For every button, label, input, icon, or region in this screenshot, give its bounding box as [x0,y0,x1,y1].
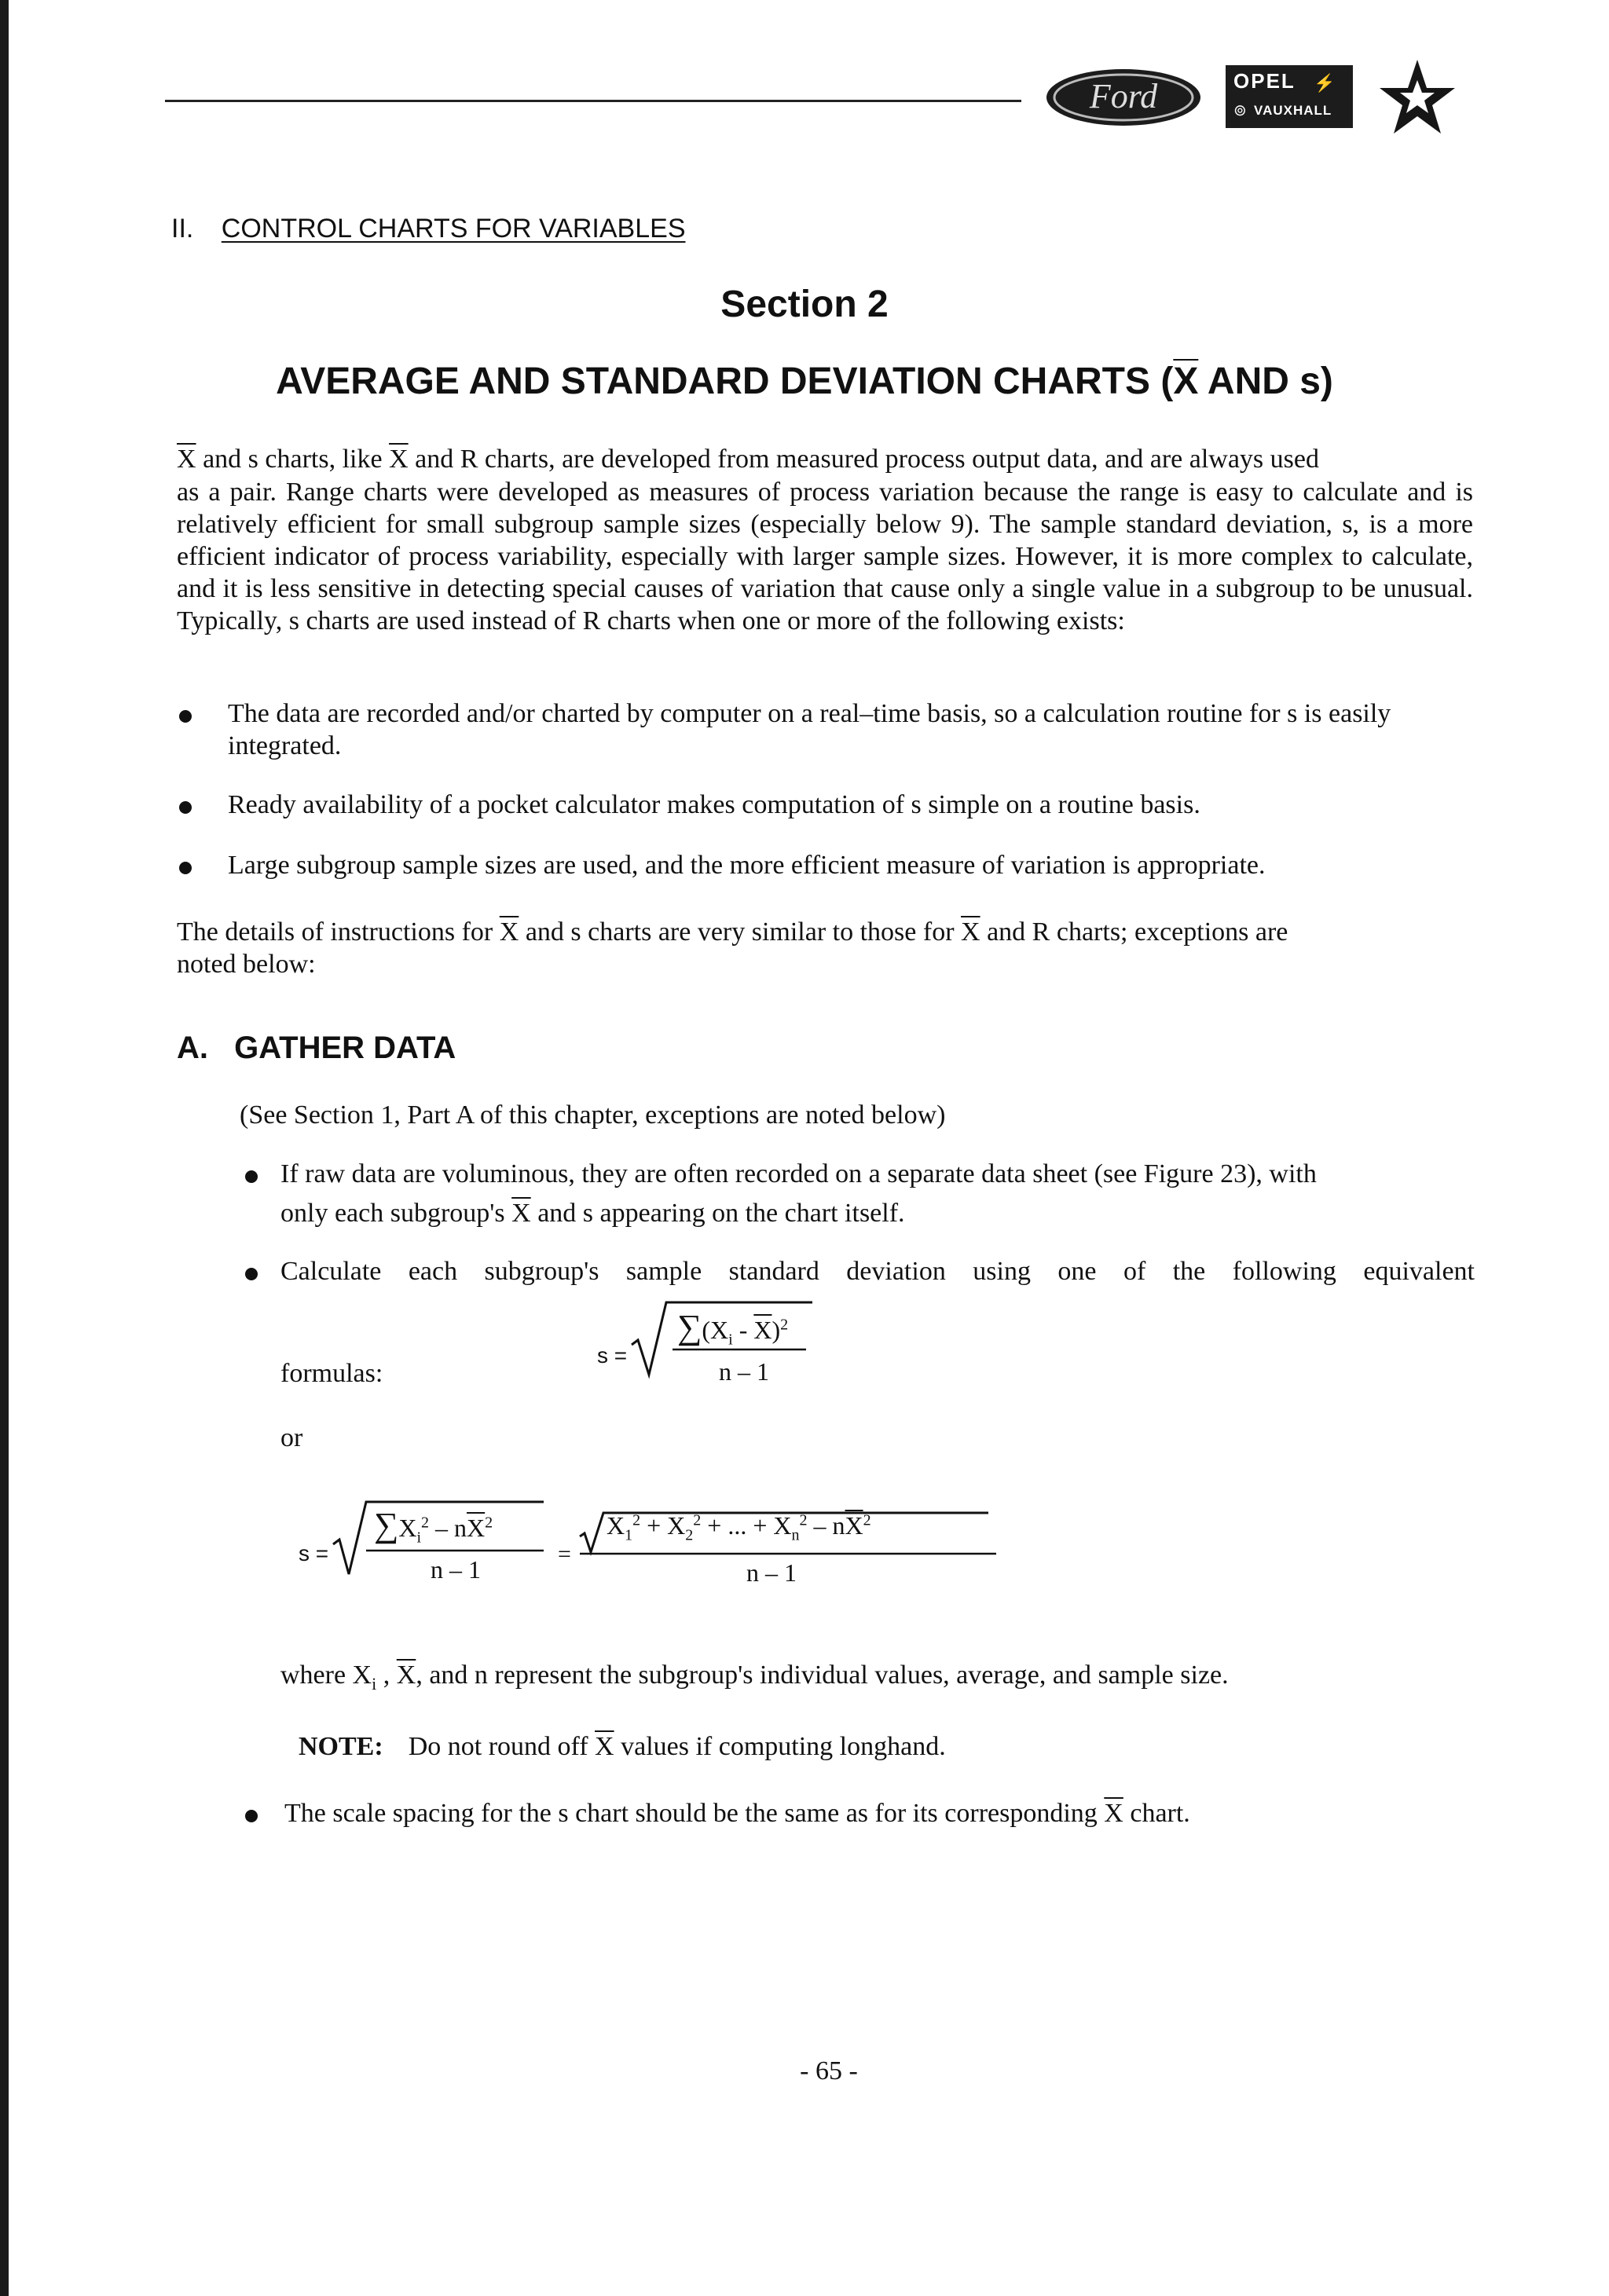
formula-1-paren: ) [772,1316,781,1344]
intro-xbar-2: $\overline{X}$ [389,445,409,474]
formula-2-minus-n: – n [429,1514,467,1542]
bullet-raw-line-2 [280,1197,905,1229]
formula-2-equals: = [558,1541,571,1567]
part-a-title: GATHER DATA [234,1031,456,1065]
formulas-label: formulas: [280,1359,383,1388]
formula-1-sub-i: i [728,1331,733,1349]
part-a-note: (See Section 1, Part A of this chapter, exceptions are noted below) [240,1100,946,1130]
vauxhall-logo-text: VAUXHALL [1254,103,1332,118]
formula-2-sup: 2 [421,1514,430,1532]
where-text-b: , [376,1661,397,1690]
formula-2-denominator-1: n – 1 [431,1555,481,1584]
part-a-letter: A. [177,1031,208,1065]
bullet-large-subgroup: Large subgroup sample sizes are used, and the more efficient measure of variation is appropriate. [228,851,1266,880]
vauxhall-griffin-icon: ⊚ [1233,102,1247,119]
note-line [299,1730,946,1763]
scan-edge-bar [0,0,9,2296]
bullet-icon [179,710,192,723]
bullet-calculator: Ready availability of a pocket calculator makes computation of s simple on a routine basis. [228,790,1200,819]
where-sub-i: i [372,1673,377,1694]
intro-xbar-1: $\overline{X}$ [177,445,196,474]
formula-1-num-a: (X [702,1316,729,1344]
intro-text-1: and s charts, like [196,445,390,474]
chapter-heading [171,214,686,244]
bullet-calc: Calculate each subgroup's sample standard deviation using one of the following equivalent [280,1257,1475,1286]
bullet-icon [245,1268,258,1280]
formula-2-ellipsis-xn: + ... + X [701,1511,792,1540]
intro-text-2: and R charts, are developed from measured process output data, and are always used [408,445,1319,474]
formula-1 [597,1296,833,1390]
section-title [0,360,1609,403]
bullet-icon [245,1170,258,1183]
bullet-raw-text-b: and s appearing on the chart itself. [530,1199,905,1228]
section-title-post: AND s) [1198,361,1333,402]
ford-logo-text: Ford [1089,77,1158,115]
bullet-scale [284,1797,1190,1829]
formula-2-sub-2: 2 [685,1526,694,1544]
formula-2-sup-n: 2 [799,1511,808,1529]
formula-2-sup-1: 2 [632,1511,641,1529]
where-text-c: , and n represent the subgroup's individual values, average, and sample size. [416,1661,1229,1690]
note-text-b: values if computing longhand. [614,1732,946,1761]
opel-logo-text: OPEL [1233,69,1296,93]
header-rule [165,100,1021,102]
bullet-computer: The data are recorded and/or charted by computer on a real–time basis, so a calculation routine for s is easily integrated. [228,699,1391,760]
intro-paragraph: as a pair. Range charts were developed as measures of process variation because the range is easy to calculate and is relatively efficient for small subgroup sample sizes (especially below 9). The sample standard deviation, s, is a more efficient indicator of process variability, especially with larger sample sizes. However, it is more complex to calculate, and it is less sensitive in detecting special causes of variation that cause only a single value in a subgroup to be unusual. Typically, s charts are used instead of R charts when one or more of the following exists: [177,478,1473,635]
formula-2-x: X [398,1514,417,1542]
formula-1-minus: - [732,1316,754,1344]
or-label: or [280,1423,303,1452]
formula-2-sub-1: 1 [625,1526,633,1544]
formula-2-sub-i: i [416,1529,422,1547]
formula-1-xbar: $\overline{X}$ [753,1316,772,1344]
formula-2-plus-x2: + X [640,1511,686,1540]
section-title-xbar: $\overline{X}$ [1173,361,1199,402]
formula-2-sup-2: 2 [485,1514,493,1532]
page-number: - 65 - [800,2056,858,2085]
details-line-2: noted below: [177,950,316,979]
details-xbar-2: $\overline{X}$ [961,917,980,947]
formula-1-lhs: s = [597,1343,628,1368]
details-xbar-1: $\overline{X}$ [499,917,519,947]
bullet-raw-line-1: If raw data are voluminous, they are often recorded on a separate data sheet (see Figure 23), with [280,1159,1317,1188]
formula-1-numerator [677,1307,788,1349]
bullet-icon [179,801,192,814]
formula-2-sup-3: 2 [863,1511,871,1529]
formula-1-denominator: n – 1 [719,1357,769,1386]
formula-2-lhs: s = [299,1541,329,1565]
sigma-icon: ∑ [374,1506,399,1544]
formula-2-sub-n: n [791,1526,800,1544]
chapter-title: CONTROL CHARTS FOR VARIABLES [221,214,686,244]
section-label: Section 2 [720,284,889,325]
bullet-raw-xbar: $\overline{X}$ [511,1199,531,1228]
intro-line-1 [177,443,1473,475]
formula-2-sup-2b: 2 [693,1511,702,1529]
part-a-heading [177,1031,456,1066]
chapter-number: II. [171,214,194,244]
details-text-a: The details of instructions for [177,917,500,947]
formula-2-xbar-2: $\overline{X}$ [845,1511,863,1540]
opel-vauxhall-logo [1226,65,1353,128]
bullet-icon [245,1810,258,1822]
details-text-c: and R charts; exceptions are [980,917,1288,947]
formula-2-numerator-1 [374,1505,493,1547]
section-title-pre: AVERAGE AND STANDARD DEVIATION CHARTS ( [276,361,1174,402]
details-line-1 [177,916,1473,948]
bullet-raw-text-a: only each subgroup's [280,1199,512,1228]
note-text-a: Do not round off [408,1732,596,1761]
pentastar-logo [1376,57,1458,138]
sigma-icon: ∑ [677,1308,702,1346]
where-xbar: $\overline{X}$ [396,1661,416,1690]
note-xbar: $\overline{X}$ [595,1732,614,1761]
ford-logo [1045,68,1202,127]
where-text-a: where X [280,1661,372,1690]
formula-2-x1: X [607,1511,625,1540]
formula-2 [299,1492,1006,1587]
formula-2-numerator-2 [607,1511,871,1544]
note-label: NOTE: [299,1732,383,1761]
bullet-scale-text-b: chart. [1123,1799,1190,1828]
formula-2-minus-n-2: – n [807,1511,845,1540]
where-line [280,1659,1229,1700]
opel-flash-icon: ⚡ [1314,73,1336,93]
bullet-icon [179,862,192,874]
bullet-scale-xbar: $\overline{X}$ [1104,1799,1123,1828]
details-text-b: and s charts are very similar to those for [519,917,962,947]
formula-2-xbar: $\overline{X}$ [467,1514,486,1542]
bullet-scale-text-a: The scale spacing for the s chart should be the same as for its corresponding [284,1799,1105,1828]
formula-1-sup: 2 [780,1316,789,1334]
formula-2-denominator-2: n – 1 [746,1558,797,1587]
